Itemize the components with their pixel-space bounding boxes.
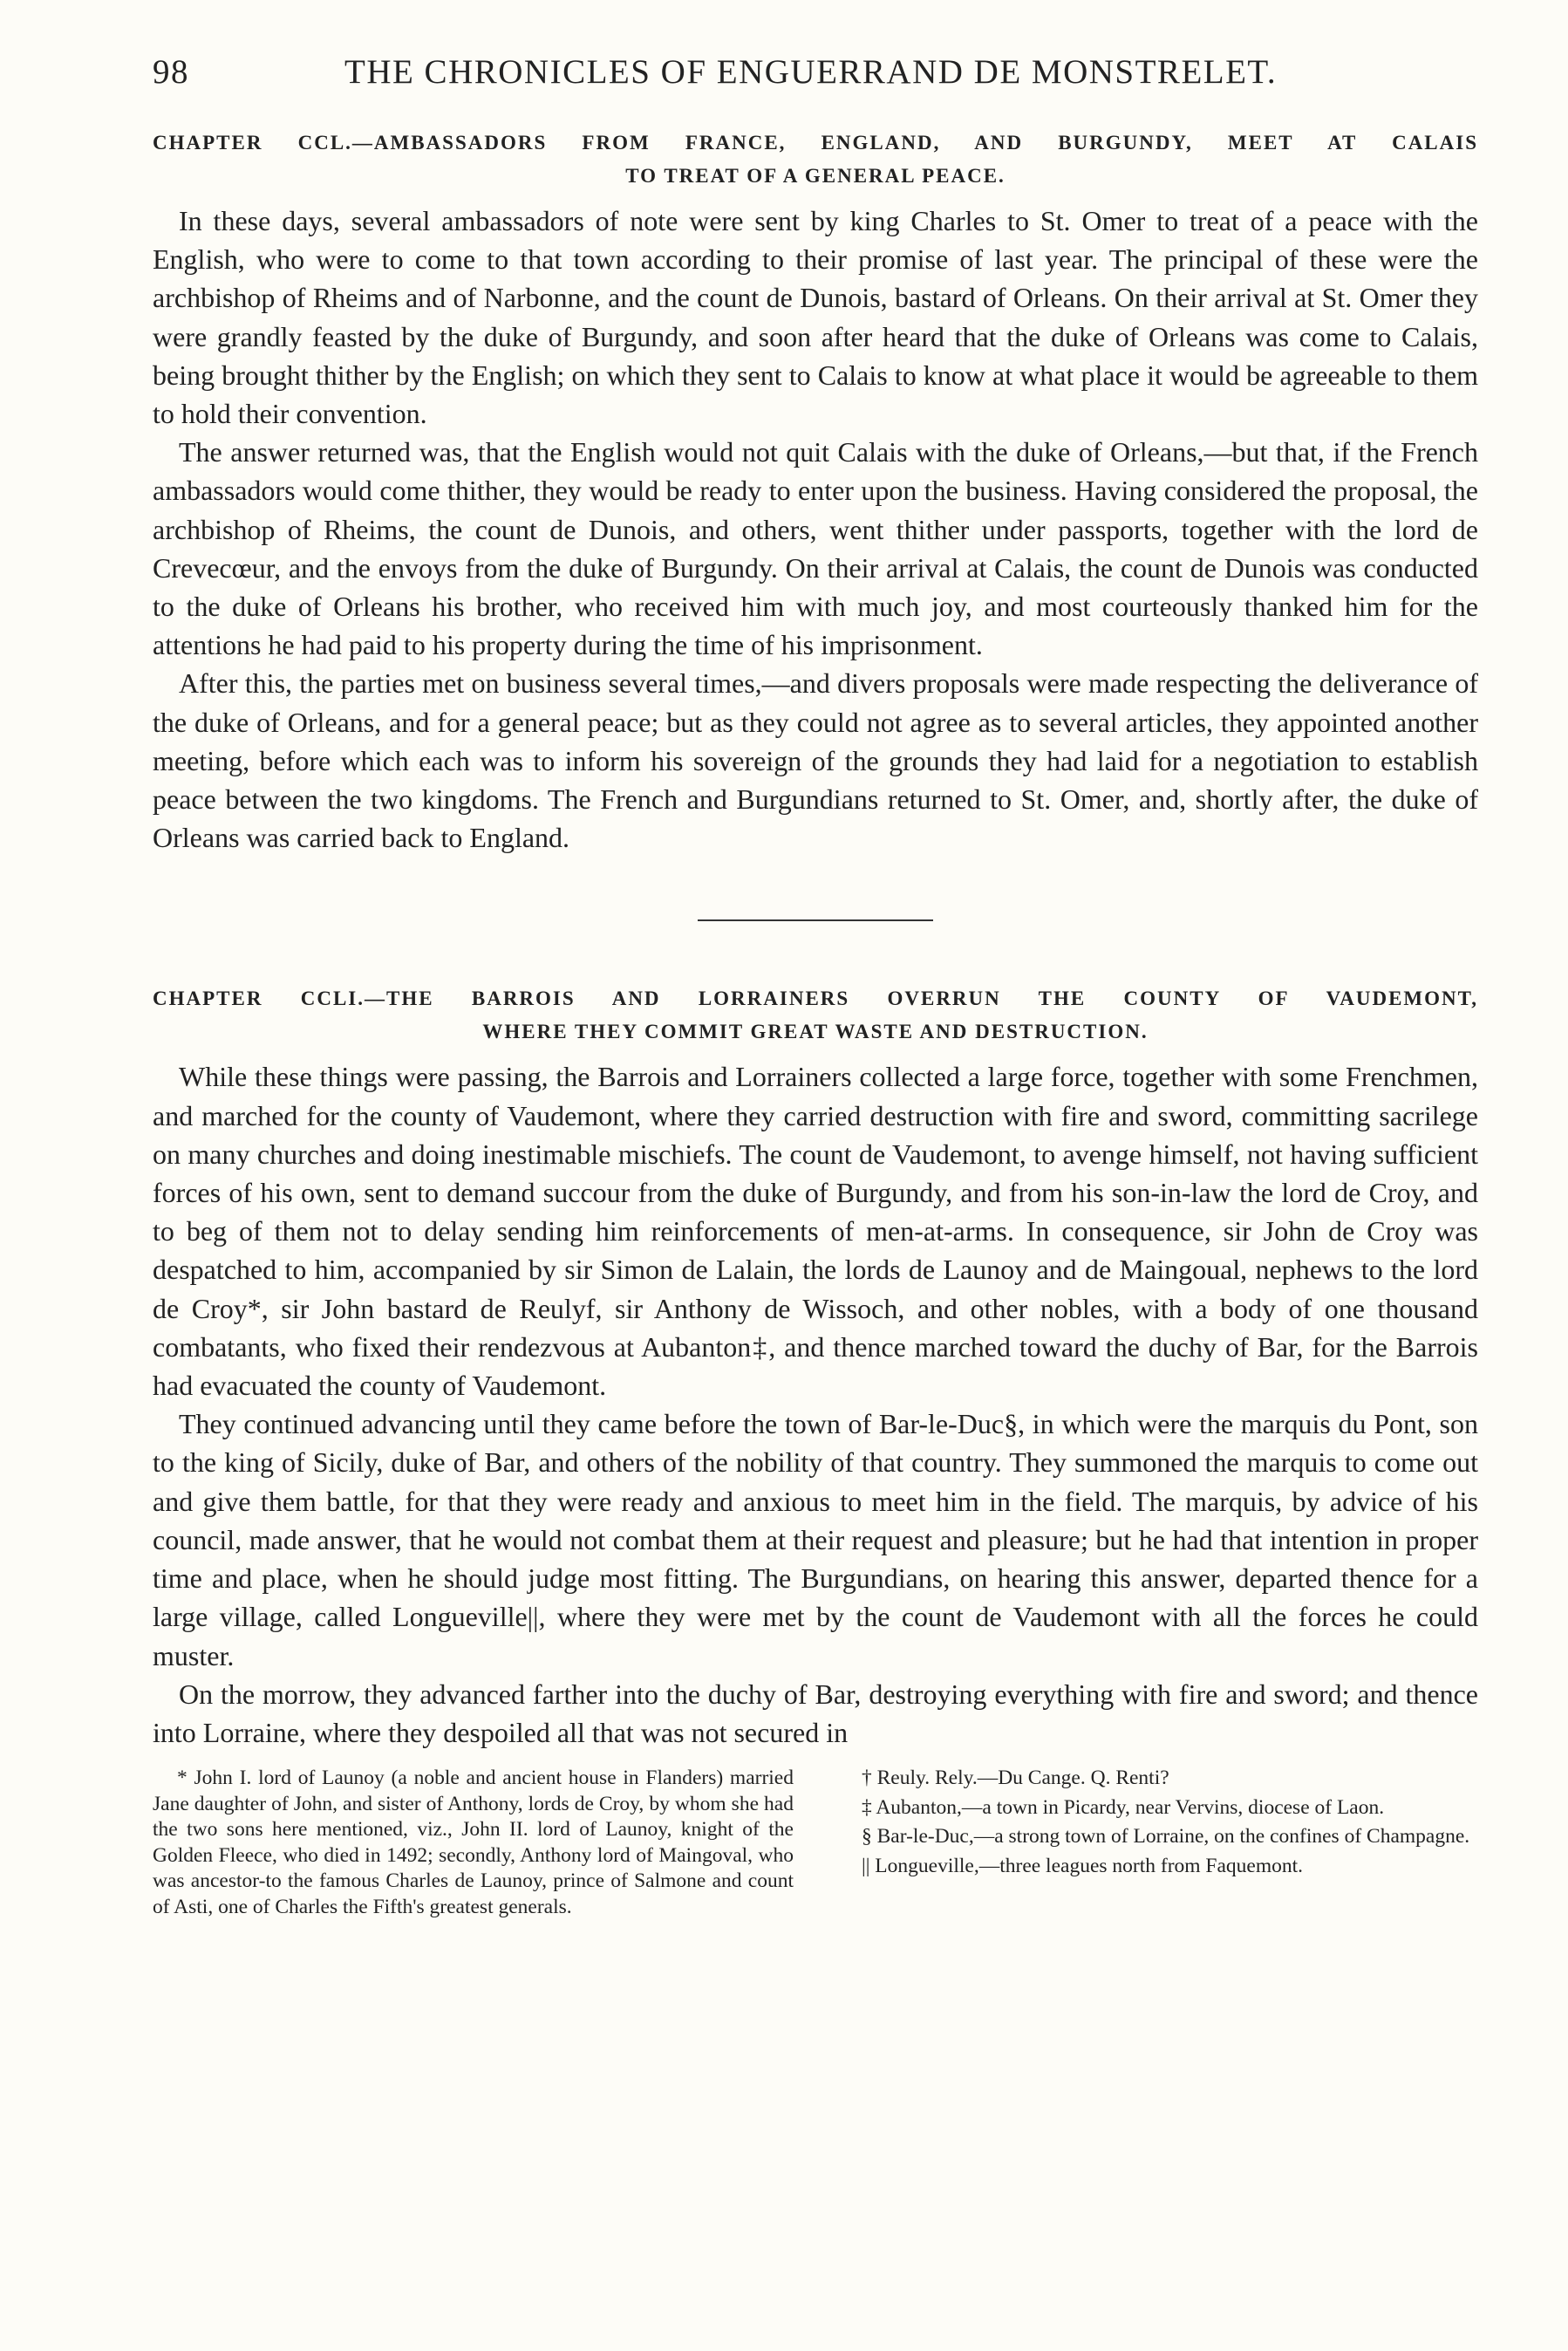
chapter-heading	[153, 126, 1478, 193]
paragraph: After this, the parties met on business several times,—and divers proposals were made respecting the deliverance of the duke of Orleans, and for a general peace; but as they could not agree as to several articles, they appointed another meeting, before which each was to inform his sovereign of the grounds they had laid for a negotiation to establish peace between the two kingdoms. The French and Burgundians returned to St. Omer, and, shortly after, the duke of Orleans was carried back to England.	[153, 667, 1478, 854]
chapter-heading	[153, 982, 1478, 1049]
paragraph: In these days, several ambassadors of note were sent by king Charles to St. Omer to treat of a peace with the English, who were to come to that town according to their promise of last year. The principal of these were the archbishop of Rheims and of Narbonne, and the count de Dunois, bastard of Orleans. On their arrival at St. Omer they were grandly feasted by the duke of Burgundy, and soon after heard that the duke of Orleans was come to Calais, being brought thither by the English; on which they sent to Calais to know at what place it would be agreeable to them to hold their convention.	[153, 205, 1478, 430]
footnotes-left-column	[153, 1766, 794, 1921]
footnotes-right-column	[837, 1766, 1478, 1921]
running-title: THE CHRONICLES OF ENGUERRAND DE MONSTRELET.	[344, 53, 1278, 91]
chapter-heading-line-1: CHAPTER CCLI.—THE BARROIS AND LORRAINERS OVERRUN THE COUNTY OF VAUDEMONT,	[153, 988, 1478, 1010]
running-header	[153, 52, 1478, 92]
paragraph: While these things were passing, the Barrois and Lorrainers collected a large force, together with some Frenchmen, and marched for the county of Vaudemont, where they carried destruction with fire and sword, committing sacrilege on many churches and doing inestimable mischiefs. The count de Vaudemont, to avenge himself, not having sufficient forces of his own, sent to demand succour from the duke of Burgundy, and from his son-in-law the lord de Croy, and to beg of them not to delay sending him reinforcements of men-at-arms. In consequence, sir John de Croy was despatched to him, accompanied by sir Simon de Lalain, the lords de Launoy and de Maingoual, nephews to the lord de Croy*, sir John bastard de Reulyf, sir Anthony de Wissoch, and other nobles, with a body of one thousand combatants, who fixed their rendezvous at Aubanton‡, and thence marched toward the duchy of Bar, for the Barrois had evacuated the county of Vaudemont.	[153, 1061, 1478, 1402]
page-number: 98	[153, 53, 189, 91]
footnote: * John I. lord of Launoy (a noble and ancient house in Flanders) married Jane daughter of John, and sister of Anthony, lords de Croy, by whom she had the two sons here mentioned, viz., John II. lord of Launoy, knight of the Golden Fleece, who died in 1492; secondly, Anthony lord of Maingoval, who was ancestor-to the famous Charles de Launoy, prince of Salmone and count of Asti, one of Charles the Fifth's greatest generals.	[153, 1767, 794, 1919]
chapter-251	[153, 982, 1478, 1752]
chapter-heading-line-2: WHERE THEY COMMIT GREAT WASTE AND DESTRUCTION.	[482, 1021, 1149, 1043]
chapter-250	[153, 126, 1478, 857]
section-divider	[698, 919, 933, 921]
chapter-heading-line-2: TO TREAT OF A GENERAL PEACE.	[625, 165, 1006, 187]
footnote: || Longueville,—three leagues north from Faquemont.	[862, 1854, 1304, 1877]
chapter-heading-line-1: CHAPTER CCL.—AMBASSADORS FROM FRANCE, ENGLAND, AND BURGUNDY, MEET AT CALAIS	[153, 132, 1478, 154]
footnote: † Reuly. Rely.—Du Cange. Q. Renti?	[862, 1767, 1169, 1790]
paragraph: The answer returned was, that the English would not quit Calais with the duke of Orleans,—but that, if the French ambassadors would come thither, they would be ready to enter upon the business. Having considered the proposal, the archbishop of Rheims, the count de Dunois, and others, went thither under passports, together with the lord de Crevecœur, and the envoys from the duke of Burgundy. On their arrival at Calais, the count de Dunois was conducted to the duke of Orleans his brother, who received him with much joy, and most courteously thanked him for the attentions he had paid to his property during the time of his imprisonment.	[153, 436, 1478, 661]
footnotes	[153, 1766, 1478, 1921]
paragraph: On the morrow, they advanced farther into the duchy of Bar, destroying everything with fire and sword; and thence into Lorraine, where they despoiled all that was not secured in	[153, 1678, 1478, 1748]
paragraph: They continued advancing until they came before the town of Bar-le-Duc§, in which were the marquis du Pont, son to the king of Sicily, duke of Bar, and others of the nobility of that country. They summoned the marquis to come out and give them battle, for that they were ready and anxious to meet him in the field. The marquis, by advice of his council, made answer, that he would not combat them at their request and pleasure; but he had that intention in proper time and place, when he should judge most fitting. The Burgundians, on hearing this answer, departed thence for a large village, called Longueville||, where they were met by the count de Vaudemont with all the forces he could muster.	[153, 1408, 1478, 1671]
footnote: § Bar-le-Duc,—a strong town of Lorraine, on the confines of Champagne.	[862, 1825, 1470, 1849]
footnote: ‡ Aubanton,—a town in Picardy, near Vervins, diocese of Laon.	[862, 1795, 1385, 1819]
page	[153, 52, 1478, 1921]
